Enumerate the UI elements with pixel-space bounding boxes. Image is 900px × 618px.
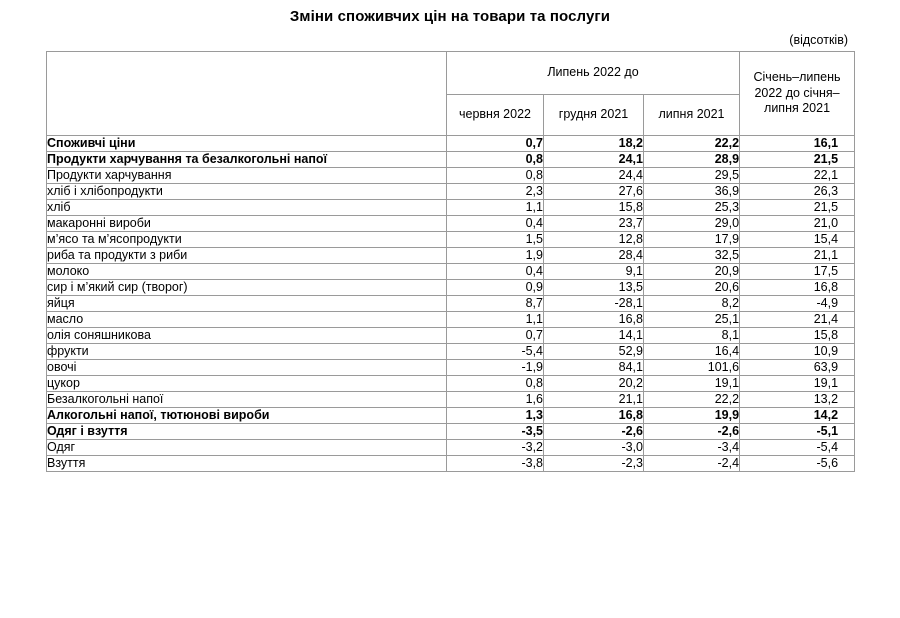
row-value: -2,6 <box>644 424 740 440</box>
page-title: Зміни споживчих цін на товари та послуги <box>289 8 611 25</box>
table-row <box>47 296 855 312</box>
row-value: 14,1 <box>544 328 644 344</box>
table-row <box>47 392 855 408</box>
row-value: -5,4 <box>447 344 544 360</box>
row-label: Продукти харчування та безалкогольні напої <box>47 152 447 168</box>
row-value: 20,2 <box>544 376 644 392</box>
row-value: 15,4 <box>740 232 855 248</box>
row-value: 15,8 <box>740 328 855 344</box>
row-value: 0,8 <box>447 376 544 392</box>
row-value: -2,4 <box>644 456 740 472</box>
consumer-price-table <box>46 51 855 472</box>
table-row <box>47 200 855 216</box>
row-value: 20,9 <box>644 264 740 280</box>
row-label: Продукти харчування <box>47 168 447 184</box>
row-value: 101,6 <box>644 360 740 376</box>
row-label: Одяг <box>47 440 447 456</box>
table-row <box>47 168 855 184</box>
row-value: -3,4 <box>644 440 740 456</box>
units-note: (відсотків) <box>789 33 848 47</box>
row-value: 25,3 <box>644 200 740 216</box>
row-value: 16,8 <box>544 408 644 424</box>
row-value: 9,1 <box>544 264 644 280</box>
row-label: Безалкогольні напої <box>47 392 447 408</box>
row-value: 0,9 <box>447 280 544 296</box>
row-value: 84,1 <box>544 360 644 376</box>
table-row <box>47 136 855 152</box>
row-value: 21,5 <box>740 152 855 168</box>
table-row <box>47 376 855 392</box>
row-label: хліб і хлібопродукти <box>47 184 447 200</box>
table-row <box>47 216 855 232</box>
row-value: 0,4 <box>447 264 544 280</box>
row-value: 22,2 <box>644 392 740 408</box>
row-value: 29,0 <box>644 216 740 232</box>
row-value: 0,7 <box>447 328 544 344</box>
row-value: 22,1 <box>740 168 855 184</box>
row-value: 13,2 <box>740 392 855 408</box>
row-value: -5,6 <box>740 456 855 472</box>
table-row <box>47 280 855 296</box>
header-group-july: Липень 2022 до <box>447 52 740 95</box>
row-label: молоко <box>47 264 447 280</box>
row-value: -28,1 <box>544 296 644 312</box>
row-value: 10,9 <box>740 344 855 360</box>
row-value: 27,6 <box>544 184 644 200</box>
row-value: 16,8 <box>544 312 644 328</box>
row-value: -2,3 <box>544 456 644 472</box>
row-value: 21,0 <box>740 216 855 232</box>
table-body <box>47 136 855 472</box>
row-value: 21,1 <box>740 248 855 264</box>
row-label: Споживчі ціни <box>47 136 447 152</box>
row-value: 17,5 <box>740 264 855 280</box>
header-jan-july: Січень–липень 2022 до січня–липня 2021 <box>740 52 855 136</box>
row-value: 1,3 <box>447 408 544 424</box>
table-row <box>47 328 855 344</box>
row-value: -3,5 <box>447 424 544 440</box>
row-value: 0,4 <box>447 216 544 232</box>
row-value: 1,6 <box>447 392 544 408</box>
row-label: масло <box>47 312 447 328</box>
row-value: -3,8 <box>447 456 544 472</box>
row-value: 28,4 <box>544 248 644 264</box>
row-value: 28,9 <box>644 152 740 168</box>
row-value: 24,4 <box>544 168 644 184</box>
row-value: 22,2 <box>644 136 740 152</box>
row-value: 21,4 <box>740 312 855 328</box>
row-value: 17,9 <box>644 232 740 248</box>
row-label: хліб <box>47 200 447 216</box>
row-label: м’ясо та м’ясопродукти <box>47 232 447 248</box>
table-header <box>47 52 855 136</box>
header-corner <box>47 52 447 136</box>
row-label: цукор <box>47 376 447 392</box>
row-value: 1,1 <box>447 312 544 328</box>
row-value: 32,5 <box>644 248 740 264</box>
row-value: -1,9 <box>447 360 544 376</box>
row-label: Одяг і взуття <box>47 424 447 440</box>
row-value: 21,5 <box>740 200 855 216</box>
row-value: 0,7 <box>447 136 544 152</box>
table-row <box>47 440 855 456</box>
row-value: 23,7 <box>544 216 644 232</box>
header-col-dec-2021: грудня 2021 <box>544 95 644 136</box>
row-value: 19,1 <box>644 376 740 392</box>
row-value: -3,0 <box>544 440 644 456</box>
row-value: 2,3 <box>447 184 544 200</box>
row-value: 15,8 <box>544 200 644 216</box>
row-label: сир і м’який сир (творог) <box>47 280 447 296</box>
table-row <box>47 408 855 424</box>
row-value: 63,9 <box>740 360 855 376</box>
row-value: 21,1 <box>544 392 644 408</box>
row-value: -2,6 <box>544 424 644 440</box>
row-value: 1,1 <box>447 200 544 216</box>
row-value: -4,9 <box>740 296 855 312</box>
header-col-july-2021: липня 2021 <box>644 95 740 136</box>
header-col-june-2022: червня 2022 <box>447 95 544 136</box>
row-value: -5,4 <box>740 440 855 456</box>
row-value: 12,8 <box>544 232 644 248</box>
row-value: 24,1 <box>544 152 644 168</box>
row-label: риба та продукти з риби <box>47 248 447 264</box>
row-value: 0,8 <box>447 152 544 168</box>
row-label: олія соняшникова <box>47 328 447 344</box>
row-label: яйця <box>47 296 447 312</box>
row-value: 19,9 <box>644 408 740 424</box>
row-label: Взуття <box>47 456 447 472</box>
row-value: 1,9 <box>447 248 544 264</box>
row-label: фрукти <box>47 344 447 360</box>
row-value: -5,1 <box>740 424 855 440</box>
row-value: 8,2 <box>644 296 740 312</box>
row-value: 8,7 <box>447 296 544 312</box>
row-value: 14,2 <box>740 408 855 424</box>
table-row <box>47 424 855 440</box>
row-value: 52,9 <box>544 344 644 360</box>
row-value: 16,1 <box>740 136 855 152</box>
row-label: Алкогольні напої, тютюнові вироби <box>47 408 447 424</box>
table-row <box>47 344 855 360</box>
table-row <box>47 248 855 264</box>
row-value: 25,1 <box>644 312 740 328</box>
table-row <box>47 232 855 248</box>
row-value: 18,2 <box>544 136 644 152</box>
row-value: 20,6 <box>644 280 740 296</box>
table-row <box>47 312 855 328</box>
row-value: 1,5 <box>447 232 544 248</box>
row-label: макаронні вироби <box>47 216 447 232</box>
table-row <box>47 152 855 168</box>
row-value: 0,8 <box>447 168 544 184</box>
table-row <box>47 184 855 200</box>
row-value: 13,5 <box>544 280 644 296</box>
row-value: 19,1 <box>740 376 855 392</box>
row-label: овочі <box>47 360 447 376</box>
table-row <box>47 360 855 376</box>
row-value: 16,8 <box>740 280 855 296</box>
row-value: 26,3 <box>740 184 855 200</box>
row-value: 16,4 <box>644 344 740 360</box>
table-row <box>47 264 855 280</box>
row-value: 36,9 <box>644 184 740 200</box>
row-value: -3,2 <box>447 440 544 456</box>
row-value: 29,5 <box>644 168 740 184</box>
table-row <box>47 456 855 472</box>
row-value: 8,1 <box>644 328 740 344</box>
